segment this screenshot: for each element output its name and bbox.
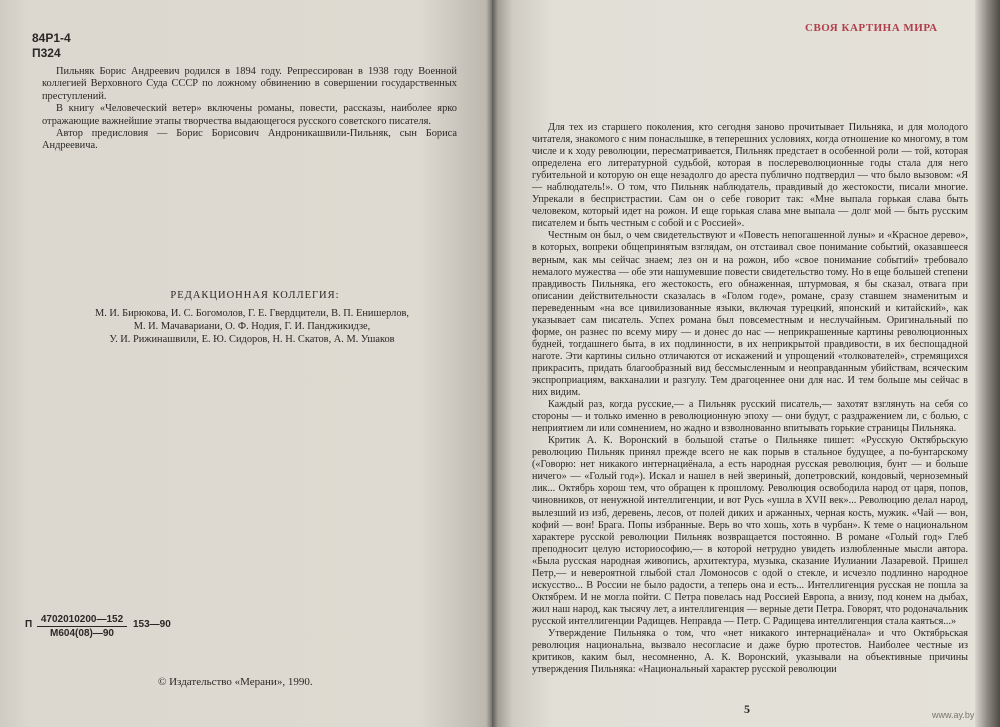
page-edge-shadow bbox=[975, 0, 1000, 727]
preface-paragraph: Утверждение Пильняка о том, что «нет никакого интернациёнала» и что Октябрьская революция национальна, вызвало несогласие и даже бурю протестов. Наиболее честные из критиков, каким был, несомненно, А. К. Воронский, указывали на объективные причины утверждения Пильняка: «Национальный характер русской революции bbox=[532, 627, 968, 676]
preface-text bbox=[532, 122, 968, 676]
preface-paragraph: Для тех из старшего поколения, кто сегодня заново прочитывает Пильняка, и для молодого читателя, знакомого с ним понаслышке, в теперешних условиях, когда отношение ко многому, в том числе и к ходу революции, пересматривается, Пильняк предстает в особенной роли — той, которая определена его литературной судьбой, которая в послереволюционные годы стала для него губительной и которую он еще незадолго до ареста публично подтвердил — что было вызовом: «Я — наблюдатель!». О том, что Пильняк наблюдатель, правдивый до жестокости, писали многие. Упрекали в беспристрастии. Сам он о себе говорит так: «Мне выпала горькая слава быть человеком, который идет на рожон. И еще горькая слава мне выпала — долг мой — быть русским писателем и быть честным с собой и с Россией». bbox=[532, 122, 968, 230]
preface-paragraph: Каждый раз, когда русские,— а Пильняк русский писатель,— захотят взглянуть на себя со стороны — и только именно в революционную эпоху — они будут, с раздражением ли, с болью, с неприятием ли или сомнением, но жадно и взволнованно впитывать горькие страницы Пильняка. bbox=[532, 399, 968, 435]
watermark: www.ay.by bbox=[932, 710, 975, 720]
book-gutter bbox=[486, 0, 498, 727]
editorial-board-line: М. И. Бирюкова, И. С. Богомолов, Г. Е. Гвердцители, В. П. Енишерлов, bbox=[94, 308, 410, 319]
editorial-board-title: РЕДАКЦИОННАЯ КОЛЛЕГИЯ: bbox=[170, 290, 340, 301]
right-page bbox=[492, 0, 1000, 727]
bbk-code: 84Р1-4 bbox=[32, 31, 71, 45]
annotation-paragraph: Автор предисловия — Борис Борисович Андроникашвили-Пильняк, сын Бориса Андреевича. bbox=[42, 128, 457, 152]
copyright: © Издательство «Мерани», 1990. bbox=[158, 676, 313, 688]
pub-prefix: П bbox=[25, 619, 33, 630]
running-header: СВОЯ КАРТИНА МИРА bbox=[805, 22, 938, 34]
left-page bbox=[0, 0, 492, 727]
annotation-block bbox=[42, 66, 457, 153]
annotation-paragraph: В книгу «Человеческий ветер» включены романы, повести, рассказы, наиболее ярко отражающие важнейшие этапы творчества выдающегося русского советского писателя. bbox=[42, 103, 457, 127]
pub-suffix: 153—90 bbox=[133, 619, 171, 630]
editorial-board-list bbox=[42, 308, 462, 346]
pub-numerator: 4702010200—152 bbox=[37, 613, 127, 627]
pub-fraction bbox=[37, 613, 127, 640]
editorial-board-line: У. И. Рижинашвили, Е. Ю. Сидоров, Н. Н. Скатов, А. М. Ушаков bbox=[109, 333, 395, 345]
editorial-board-line: М. И. Мачавариани, О. Ф. Нодия, Г. И. Панджикидзе, bbox=[133, 320, 371, 332]
pub-denominator: М604(08)—90 bbox=[50, 628, 114, 639]
preface-paragraph: Критик А. К. Воронский в большой статье о Пильняке пишет: «Русскую Октябрьскую революцию Пильняк принял прежде всего не как порыв в стальное будущее, а по-бунтарскому («Говорю: нет никакого интернациёнала, а есть народная русская революция, бунт — и больше ничего» — «Голый год»). Искал и нашел в ней звериный, допетровский, кондовый, черноземный лик... Октябрь хорош тем, что обращен к прошлому. Революция освободила народ от царя, попов, чиновников, от ненужной интеллигенции, и вот Русь «ушла в XVII век»... Революцию делал народ, вылезший из изб, деревень, лесов, от полей диких и аржанных, черная кость, мужик. «Чай — вон, кофий — вон! Брага. Попы избранные. Верь во что хошь, хоть в чурбан». К теме о национальном характере русской революции Пильняк возвращается постоянно. В романе «Голый год» Глеб преподносит целую историософию,— в которой нетрудно увидеть излюбленные мысли автора. «Была русская народная живопись, архитектура, музыка, сказание Иулиании Лазаревой. Пришел Петр,— и невероятной глыбой стал Ломоносов с одой о стекле, и исчезло подлинно народное искусство... В России не было радости, а теперь она и есть... Интеллигенция русская не пошла за Октябрем. И не могла пойти. С Петра повелась над Россией Европа, а внизу, под конем на дыбах, жил наш народ, как тысячу лет, а интеллигенция — верные дети Петра. Говорят, что родоначальник русской интеллигенции Радищев. Неправда — Петр. С Радищева интеллигенция стала каяться...» bbox=[532, 435, 968, 627]
annotation-paragraph: Пильняк Борис Андреевич родился в 1894 году. Репрессирован в 1938 году Военной коллегией Верховного Суда СССР по ложному обвинению в совершении государственных преступлений. bbox=[42, 66, 457, 102]
preface-paragraph: Честным он был, о чем свидетельствуют и «Повесть непогашенной луны» и «Красное дерево», в которых, вопреки общепринятым взглядам, он отстаивал свое понимание событий, оказавшееся верным, как мы сейчас знаем; лез он и на рожон, ибо «свое понимание событий» требовало немалого мужества — обе эти нашумевшие повести свидетельство тому. Но в еще большей степени правдивость Пильняка, его жестокость, его обнаженная, штурмовая, я бы сказал, отвага при описании действительности сказалась в «Голом годе», романе, сразу ставшем знаменитым и переведенным «на все цивилизованные языки, включая турецкий, японский и китайский», как указывает сам писатель. Успех романа был повсеместным и неслучайным. Оригинальный по форме, он разнес по всему миру — и донес до нас — неприкрашенные картины революционных будней, тогдашнего быта, в их подлинности, в их неприкрытой правдивости, в их беспощадной наготе. Эти картины сильно отличаются от искажений и упрощений «толкователей», стремящихся прикрасить, придать благообразный вид бессмысленным и неоправданным убийствам, всяческим экспроприациям, вакханалии и разгулу. Тем драгоценнее они для нас. И тем больше мы сейчас в них видим. bbox=[532, 230, 968, 399]
author-code: П324 bbox=[32, 46, 61, 60]
page-number: 5 bbox=[744, 702, 750, 716]
